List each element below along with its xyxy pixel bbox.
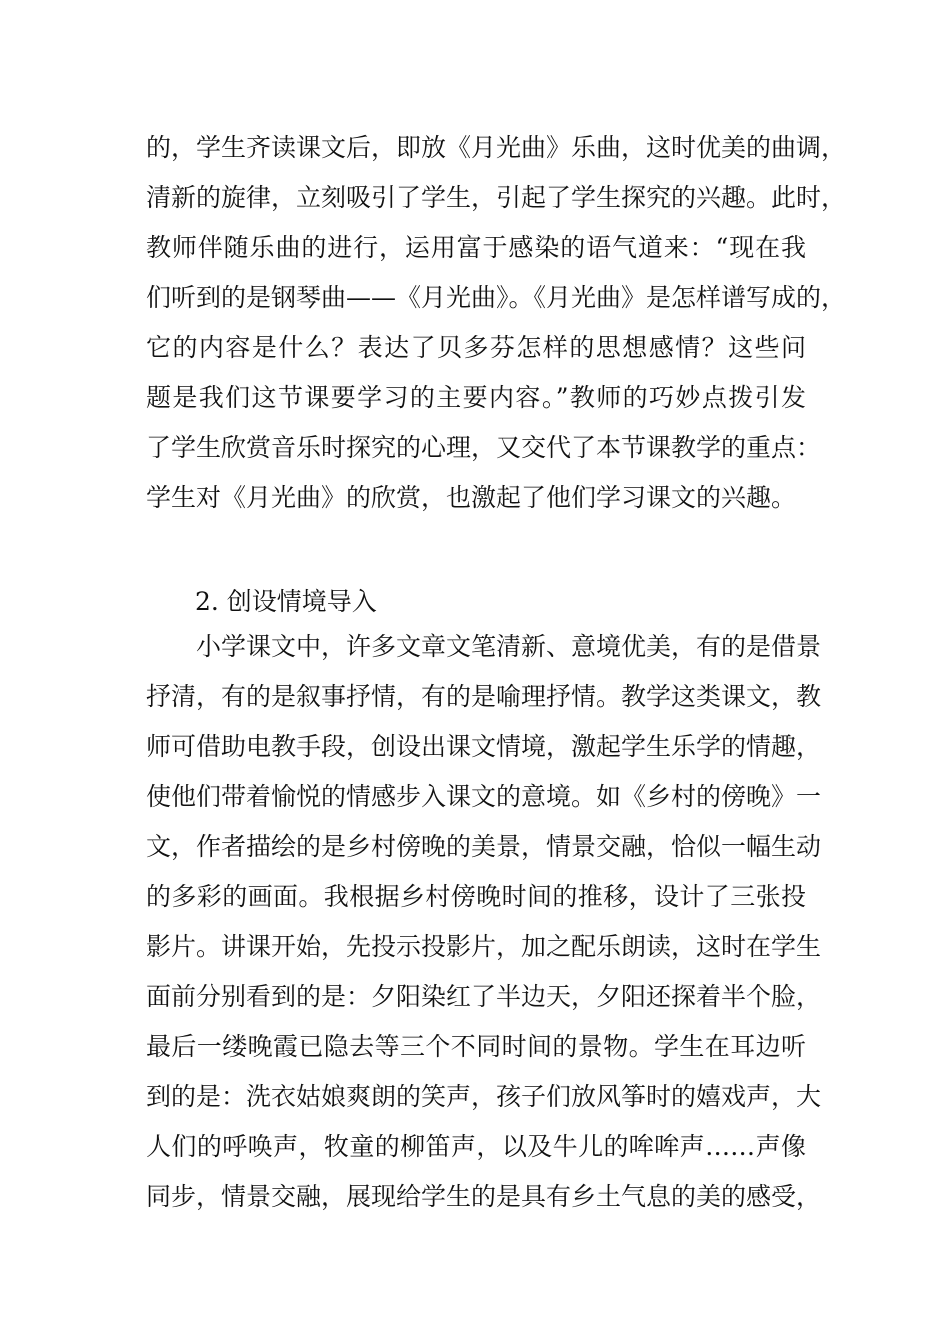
text-line: 们听到的是钢琴曲——《月光曲》。《月光曲》是怎样谱写成的， xyxy=(146,283,847,312)
text-line: 它的内容是什么？表达了贝多芬怎样的思想感情？这些问 xyxy=(146,333,806,362)
text-line: 学生对《月光曲》的欣赏，也激起了他们学习课文的兴趣。 xyxy=(146,483,797,512)
text-line: 到的是：洗衣姑娘爽朗的笑声，孩子们放风筝时的嬉戏声，大 xyxy=(146,1082,822,1111)
section-heading: 2. 创设情境导入 xyxy=(195,587,377,616)
text-line: 最后一缕晚霞已隐去等三个不同时间的景物。学生在耳边听 xyxy=(146,1032,806,1061)
text-line: 教师伴随乐曲的进行，运用富于感染的语气道来：“现在我 xyxy=(146,233,806,262)
text-line: 同步，情景交融，展现给学生的是具有乡土气息的美的感受， xyxy=(146,1182,822,1211)
text-line: 的多彩的画面。我根据乡村傍晚时间的推移，设计了三张投 xyxy=(146,882,806,911)
text-line: 师可借助电教手段，创设出课文情境，激起学生乐学的情趣， xyxy=(146,732,822,761)
text-line: 使他们带着愉悦的情感步入课文的意境。如《乡村的傍晚》一 xyxy=(146,782,822,811)
text-line: 清新的旋律，立刻吸引了学生，引起了学生探究的兴趣。此时， xyxy=(146,183,847,212)
paragraph-1 xyxy=(146,123,847,523)
text-line: 小学课文中，许多文章文笔清新、意境优美，有的是借景 xyxy=(146,632,822,661)
text-line: 影片。讲课开始，先投示投影片，加之配乐朗读，这时在学生 xyxy=(146,932,822,961)
text-line: 的，学生齐读课文后，即放《月光曲》乐曲，这时优美的曲调， xyxy=(146,133,847,162)
text-line: 面前分别看到的是：夕阳染红了半边天，夕阳还探着半个脸， xyxy=(146,982,822,1011)
text-line: 了学生欣赏音乐时探究的心理，又交代了本节课教学的重点： xyxy=(146,433,822,462)
paragraph-2 xyxy=(146,622,822,1222)
text-line: 文，作者描绘的是乡村傍晚的美景，情景交融，恰似一幅生动 xyxy=(146,832,822,861)
text-line: 抒清，有的是叙事抒情，有的是喻理抒情。教学这类课文，教 xyxy=(146,682,822,711)
text-line: 题是我们这节课要学习的主要内容。”教师的巧妙点拨引发 xyxy=(146,383,806,412)
text-line: 人们的呼唤声，牧童的柳笛声，以及牛儿的哞哞声……声像 xyxy=(146,1132,806,1161)
